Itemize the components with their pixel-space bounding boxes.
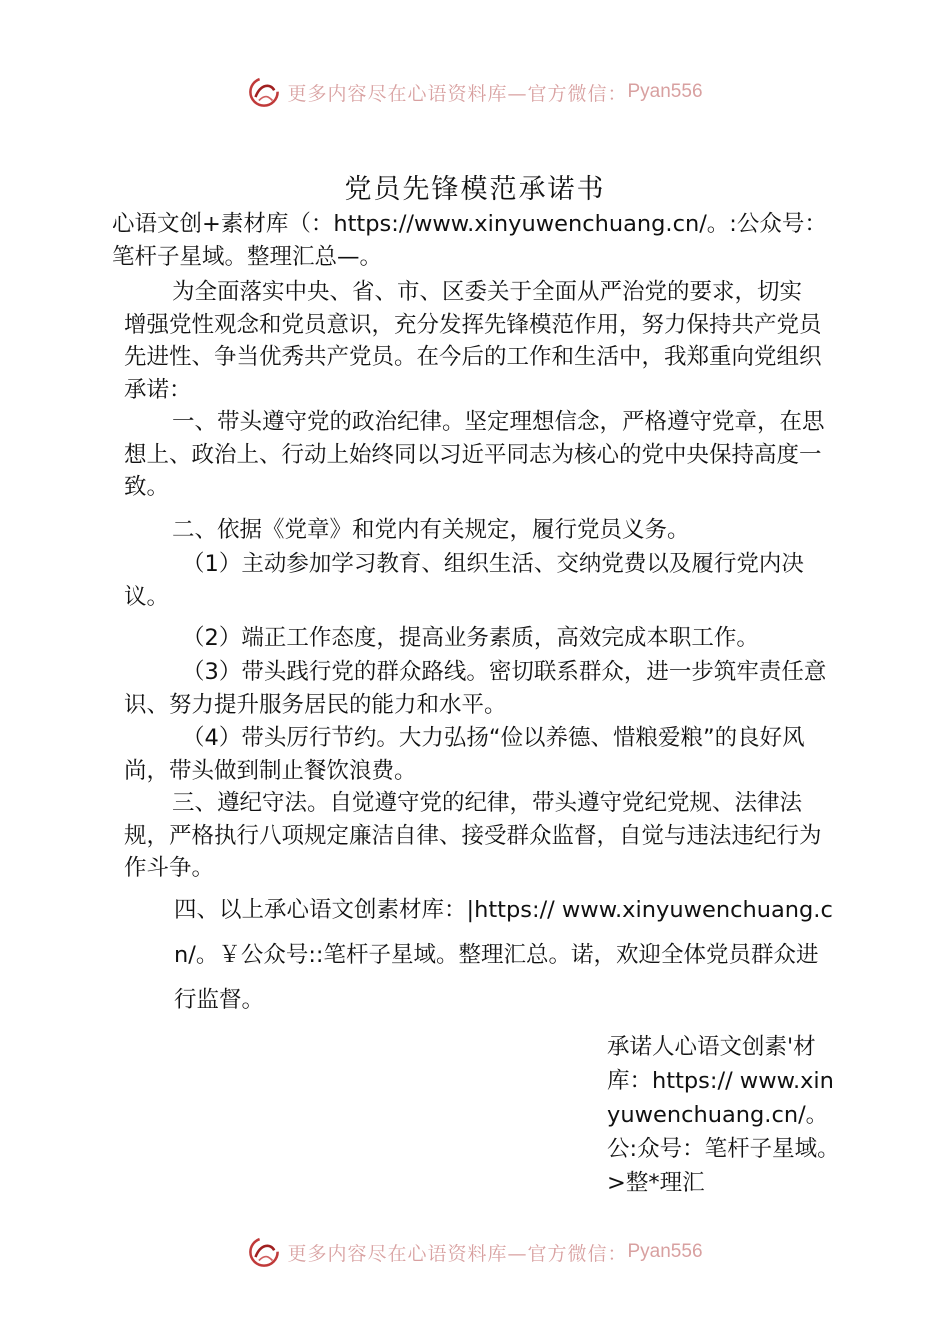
item-3: 三、遵纪守法。自觉遵守党的纪律，带头遵守党纪党规、法律法规，严格执行八项规定廉洁自律、接受群众监督，自觉与违法违纪行为作斗争。 [124, 790, 822, 881]
header-banner [0, 72, 950, 112]
signature-block: 承诺人心语文创素'材库：https:// www.xinyuwenchuang.cn/。公:众号：笔杆子星域。>整*理汇 [607, 1034, 840, 1196]
intro-paragraph: 为全面落实中央、省、市、区委关于全面从严治党的要求，切实增强党性观念和党员意识，充分发挥先锋模范作用，努力保持共产党员先进性、争当优秀共产党员。在今后的工作和生活中，我郑重向党组织承诺： [124, 279, 822, 403]
red-swirl-logo-icon [247, 1235, 281, 1269]
banner-wechat-id: Pyan556 [627, 81, 703, 102]
item-4: 四、以上承心语文创素材库：|https:// www.xinyuwenchuang.cn/。￥公众号::笔杆子星域。整理汇总。诺，欢迎全体党员群众进行监督。 [174, 897, 833, 1013]
source-line: 心语文创+素材库（：https://www.xinyuwenchuang.cn/。:公众号：笔杆子星域。整理汇总—。 [112, 211, 827, 270]
banner-text: 更多内容尽在心语资料库—官方微信： [287, 82, 628, 105]
sub-item-4: （4）带头厉行节约。大力弘扬“俭以养德、惜粮爱粮”的良好风尚，带头做到制止餐饮浪费。 [124, 725, 805, 784]
banner-wechat-id: Pyan556 [627, 1241, 703, 1262]
sub-item-2: （2）端正工作态度，提高业务素质，高效完成本职工作。 [182, 625, 759, 651]
document-title: 党员先锋模范承诺书 [344, 174, 606, 205]
sub-item-1: （1）主动参加学习教育、组织生活、交纳党费以及履行党内决议。 [124, 551, 804, 610]
red-swirl-logo-icon [247, 75, 281, 109]
item-2: 二、依据《党章》和党内有关规定，履行党员义务。 [172, 517, 690, 543]
item-1: 一、带头遵守党的政治纪律。坚定理想信念，严格遵守党章，在思想上、政治上、行动上始终同以习近平同志为核心的党中央保持高度一致。 [124, 409, 825, 500]
footer-banner [0, 1232, 950, 1272]
banner-text: 更多内容尽在心语资料库—官方微信： [287, 1242, 628, 1265]
sub-item-3: （3）带头践行党的群众路线。密切联系群众，进一步筑牢责任意识、努力提升服务居民的能力和水平。 [124, 659, 827, 718]
